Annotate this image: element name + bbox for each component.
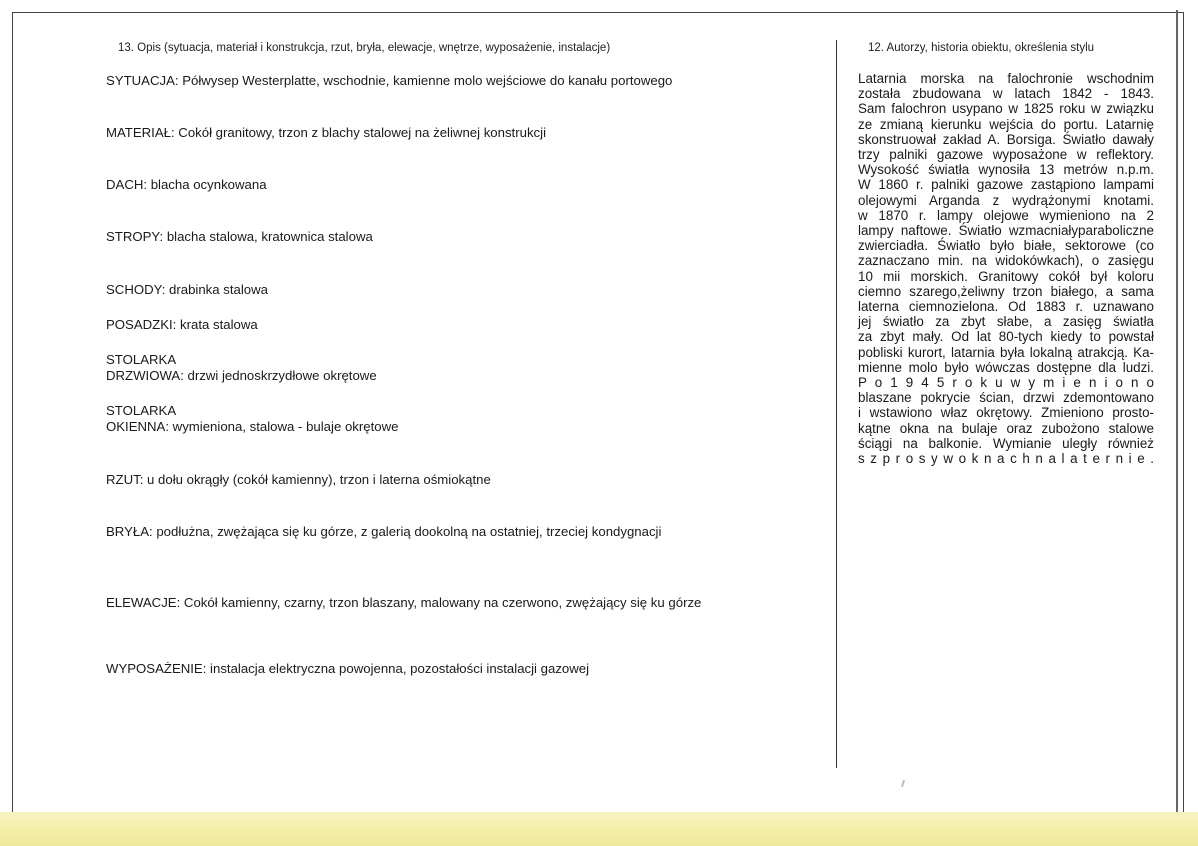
field-sytuacja: SYTUACJA: Półwysep Westerplatte, wschodnie, kamienne molo wejściowe do kanału portowego (106, 73, 673, 88)
history-line: w 1870 r. lampy olejowe wymieniono na 2 (858, 207, 1154, 223)
history-line: skonstruował zakład A. Borsiga. Światło dawały (858, 131, 1154, 147)
history-line: Wysokość światła wynosiła 13 metrów n.p.m. (858, 162, 1154, 178)
history-line: olejowymi Arganda z wydrążonymi knotami. (858, 192, 1154, 208)
field-dach: DACH: blacha ocynkowana (106, 177, 267, 192)
history-line: ze zmianą kierunku wejścia do portu. Latarnię (858, 116, 1154, 132)
field-rzut: RZUT: u dołu okrągły (cokół kamienny), trzon i laterna ośmiokątne (106, 472, 491, 487)
history-line: zwierciadła. Światło było białe, sektorowe (co (858, 238, 1154, 254)
history-text (858, 71, 1154, 466)
field-bryla: BRYŁA: podłużna, zwężająca się ku górze, z galerią dookolną na ostatniej, trzeciej kondygnacji (106, 524, 662, 539)
field-stolarka-drzwiowa: DRZWIOWA: drzwi jednoskrzydłowe okrętowe (106, 368, 377, 383)
history-line: W 1860 r. palniki gazowe zastąpiono lampami (858, 177, 1154, 193)
history-line: za zbyt mały. Od lat 80-tych kiedy to powstał (858, 329, 1154, 345)
field-material: MATERIAŁ: Cokół granitowy, trzon z blachy stalowej na żeliwnej konstrukcji (106, 125, 546, 140)
history-line: s z p r o s y w o k n a c h n a l a t e r n i e . (858, 451, 1154, 467)
history-line: została zbudowana w latach 1842 - 1843. (858, 86, 1154, 102)
field-wyposazenie: WYPOSAŻENIE: instalacja elektryczna powojenna, pozostałości instalacji gazowej (106, 661, 590, 676)
field-schody: SCHODY: drabinka stalowa (106, 282, 268, 297)
history-line: blaszane pokrycie ścian, drzwi zdemontowano (858, 390, 1154, 406)
history-line: ciemno szarego,żeliwny trzon białego, a sama (858, 283, 1154, 299)
field-stolarka-drzwiowa-label: STOLARKA (106, 352, 177, 367)
history-line: Latarnia morska na falochronie wschodnim (858, 71, 1154, 86)
history-line: ściągi na balkonie. Wymianie uległy również (858, 435, 1154, 451)
description-heading: 13. Opis (sytuacja, materiał i konstrukcja, rzut, bryła, elewacje, wnętrze, wyposażenie, instalacje) (118, 42, 611, 54)
history-line: trzy palniki gazowe wyposażone w reflektory. (858, 147, 1154, 163)
field-elewacje: ELEWACJE: Cokół kamienny, czarny, trzon blaszany, malowany na czerwono, zwężający się ku górze (106, 595, 702, 610)
history-line: lampy naftowe. Światło wzmacniałyparaboliczne (858, 223, 1154, 239)
page-edge (1176, 10, 1178, 826)
history-line: laterna ciemnozielona. Od 1883 r. uznawano (858, 299, 1154, 315)
history-line: kątne okna na bulaje oraz zubożono stalowe (858, 420, 1154, 436)
history-line: jej światło za zbyt słabe, a zasięg światła (858, 314, 1154, 330)
history-line: P o 1 9 4 5 r o k u w y m i e n i o n o (858, 375, 1154, 391)
history-line: zaznaczano min. na widokówkach), o zasięgu (858, 253, 1154, 269)
history-line: 10 mii morskich. Granitowy cokół był koloru (858, 268, 1154, 284)
field-stolarka-okienna-label: STOLARKA (106, 403, 177, 418)
history-line: mienne molo było wówczas dostępne dla ludzi. (858, 359, 1154, 375)
history-heading: 12. Autorzy, historia obiektu, określenia stylu (868, 42, 1095, 54)
history-line: i wstawiono właz okrętowy. Zmieniono prosto- (858, 405, 1154, 421)
field-stropy: STROPY: blacha stalowa, kratownica stalowa (106, 229, 373, 244)
column-divider (836, 40, 837, 768)
history-line: pobliski kurort, latarnia była lokalną atrakcją. Ka- (858, 344, 1154, 360)
field-posadzki: POSADZKI: krata stalowa (106, 317, 258, 332)
field-stolarka-okienna: OKIENNA: wymieniona, stalowa - bulaje okrętowe (106, 419, 399, 434)
history-line: Sam falochron usypano w 1825 roku w związku (858, 101, 1154, 117)
scan-margin-strip (0, 812, 1198, 846)
